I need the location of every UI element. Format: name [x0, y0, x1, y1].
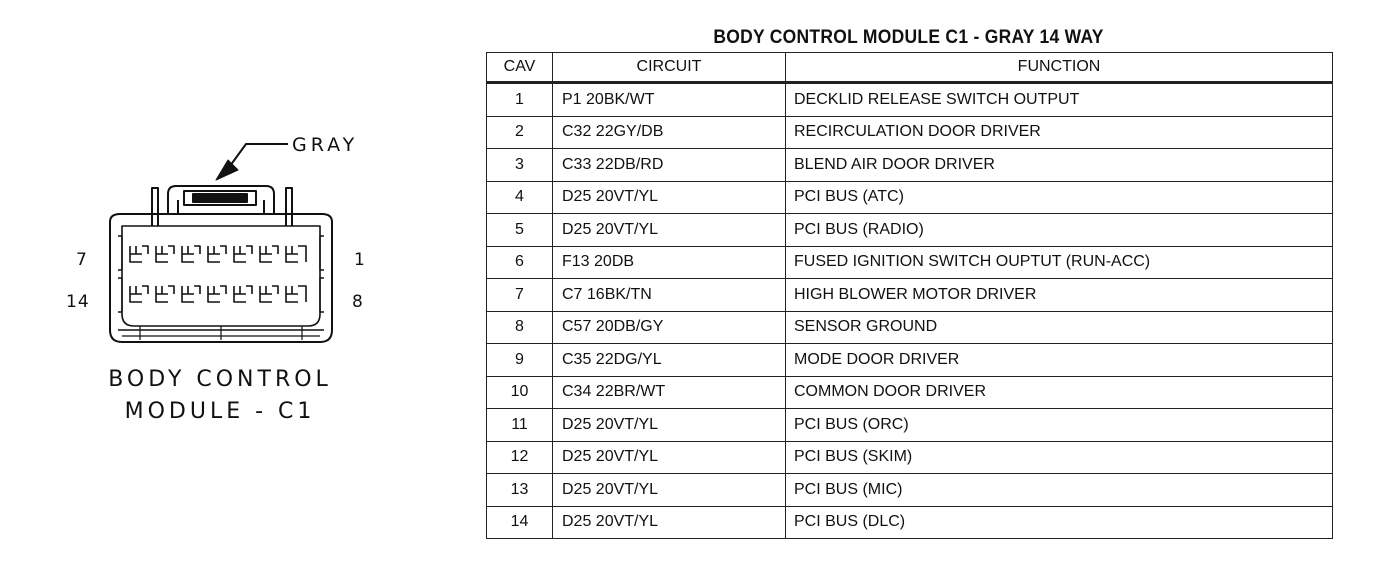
pin-label-8: 8: [352, 292, 364, 312]
cell-function: PCI BUS (SKIM): [786, 441, 1333, 474]
cell-function: BLEND AIR DOOR DRIVER: [786, 149, 1333, 182]
cell-circuit: D25 20VT/YL: [553, 181, 786, 214]
cell-function: SENSOR GROUND: [786, 311, 1333, 344]
cell-circuit: D25 20VT/YL: [553, 474, 786, 507]
cell-circuit: F13 20DB: [553, 246, 786, 279]
cell-cav: 5: [487, 214, 553, 247]
cell-circuit: C33 22DB/RD: [553, 149, 786, 182]
header-function: FUNCTION: [786, 53, 1333, 83]
connector-latch: [168, 186, 274, 214]
cell-function: PCI BUS (ORC): [786, 409, 1333, 442]
cell-function: RECIRCULATION DOOR DRIVER: [786, 116, 1333, 149]
cell-cav: 12: [487, 441, 553, 474]
table-row: [487, 279, 1333, 312]
cell-cav: 2: [487, 116, 553, 149]
cell-circuit: C32 22GY/DB: [553, 116, 786, 149]
pinout-table: [486, 52, 1333, 539]
connector-color-label: GRAY: [292, 134, 359, 156]
cell-circuit: C35 22DG/YL: [553, 344, 786, 377]
cell-function: FUSED IGNITION SWITCH OUPTUT (RUN-ACC): [786, 246, 1333, 279]
table-row: [487, 344, 1333, 377]
table-title: BODY CONTROL MODULE C1 - GRAY 14 WAY: [713, 27, 1104, 48]
gray-leader-arrow: [216, 144, 288, 180]
cell-cav: 6: [487, 246, 553, 279]
pin-label-7: 7: [76, 250, 88, 270]
cell-cav: 7: [487, 279, 553, 312]
cell-cav: 4: [487, 181, 553, 214]
pin-label-14: 14: [66, 292, 90, 312]
terminal-row-top: [130, 246, 306, 262]
table-row: [487, 149, 1333, 182]
cell-circuit: D25 20VT/YL: [553, 506, 786, 539]
header-circuit: CIRCUIT: [553, 53, 786, 83]
table-row: [487, 409, 1333, 442]
cell-cav: 13: [487, 474, 553, 507]
cell-function: PCI BUS (ATC): [786, 181, 1333, 214]
connector-side-ribs: [118, 236, 324, 312]
cell-circuit: D25 20VT/YL: [553, 214, 786, 247]
header-cav: CAV: [487, 53, 553, 83]
cell-cav: 11: [487, 409, 553, 442]
connector-body: [110, 214, 332, 342]
cell-function: DECKLID RELEASE SWITCH OUTPUT: [786, 83, 1333, 117]
connector-caption-line1: BODY CONTROL: [108, 367, 332, 392]
connector-diagram: [0, 0, 470, 580]
cell-circuit: D25 20VT/YL: [553, 441, 786, 474]
table-row: [487, 506, 1333, 539]
connector-drawing: [0, 0, 470, 580]
cell-circuit: C57 20DB/GY: [553, 311, 786, 344]
cell-cav: 1: [487, 83, 553, 117]
cell-circuit: P1 20BK/WT: [553, 83, 786, 117]
cell-circuit: D25 20VT/YL: [553, 409, 786, 442]
cell-function: HIGH BLOWER MOTOR DRIVER: [786, 279, 1333, 312]
cell-cav: 8: [487, 311, 553, 344]
cell-function: PCI BUS (RADIO): [786, 214, 1333, 247]
table-header-row: [487, 53, 1333, 83]
cell-function: COMMON DOOR DRIVER: [786, 376, 1333, 409]
table-row: [487, 181, 1333, 214]
table-row: [487, 311, 1333, 344]
cell-circuit: C7 16BK/TN: [553, 279, 786, 312]
table-row: [487, 246, 1333, 279]
connector-caption: [60, 364, 380, 428]
cell-cav: 3: [487, 149, 553, 182]
cell-cav: 9: [487, 344, 553, 377]
connector-caption-line2: MODULE - C1: [124, 399, 316, 424]
table-row: [487, 83, 1333, 117]
table-row: [487, 376, 1333, 409]
cell-circuit: C34 22BR/WT: [553, 376, 786, 409]
table-row: [487, 441, 1333, 474]
table-row: [487, 474, 1333, 507]
cell-function: PCI BUS (DLC): [786, 506, 1333, 539]
cell-cav: 14: [487, 506, 553, 539]
cell-function: MODE DOOR DRIVER: [786, 344, 1333, 377]
table-row: [487, 214, 1333, 247]
pin-label-1: 1: [354, 250, 366, 270]
terminal-row-bottom: [130, 286, 306, 302]
cell-function: PCI BUS (MIC): [786, 474, 1333, 507]
table-row: [487, 116, 1333, 149]
cell-cav: 10: [487, 376, 553, 409]
